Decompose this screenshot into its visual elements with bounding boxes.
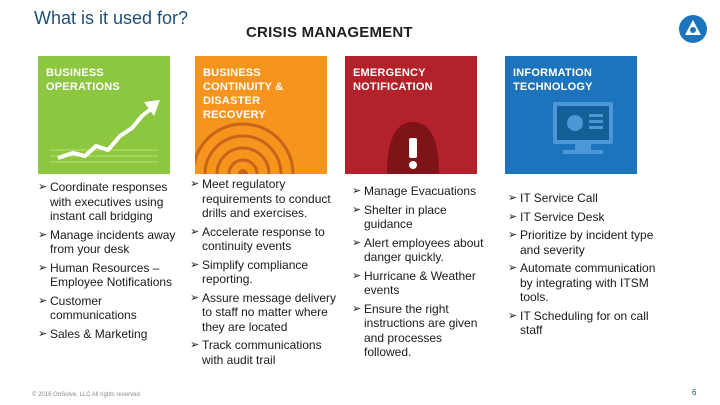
copyright-footer: © 2016 OnSolve, LLC All rights reserved (32, 392, 140, 398)
list-item: ➢ Prioritize by incident type and severity (508, 228, 654, 257)
tile-information-technology (505, 56, 637, 174)
tile-emergency-notification (345, 56, 477, 174)
list-item: ➢ Customer communications (38, 293, 137, 322)
arrow-bullet-icon: ➢ (352, 236, 362, 249)
arrow-bullet-icon: ➢ (190, 178, 200, 190)
section-title: CRISIS MANAGEMENT (246, 24, 413, 41)
arrow-bullet-icon: ➢ (508, 210, 518, 223)
company-logo-icon (678, 14, 708, 44)
column-business-operations (38, 180, 178, 345)
arrow-bullet-icon: ➢ (190, 291, 200, 304)
list-item: ➢ IT Scheduling for on call staff (508, 308, 649, 337)
arrow-bullet-icon: ➢ (508, 192, 518, 204)
arrow-bullet-icon: ➢ (38, 294, 48, 307)
list-item: ➢ Hurricane & Weather events (352, 268, 476, 297)
list-item: ➢ Assure message delivery to staff no matter where they are located (190, 290, 337, 334)
page-number: 6 (692, 388, 697, 397)
list-item: ➢ IT Service Call (508, 191, 598, 205)
list-item: ➢ Manage Evacuations (352, 184, 477, 198)
list-item: ➢ Manage incidents away from your desk (38, 227, 176, 256)
arrow-bullet-icon: ➢ (508, 229, 518, 241)
alert-icon (345, 56, 477, 174)
list-item: ➢ Human Resources – Employee Notifications (38, 260, 173, 289)
column-emergency-notification (352, 184, 484, 364)
arrow-bullet-icon: ➢ (190, 258, 200, 271)
list-item: ➢ Sales & Marketing (38, 326, 148, 341)
tile-label: INFORMATION TECHNOLOGY (513, 67, 593, 93)
arrow-bullet-icon: ➢ (38, 228, 48, 241)
list-item: ➢ Meet regulatory requirements to conduct drills and exercises. (190, 177, 331, 220)
arrow-bullet-icon: ➢ (352, 203, 362, 216)
arrow-bullet-icon: ➢ (38, 181, 48, 193)
arrow-bullet-icon: ➢ (190, 339, 200, 351)
list-item: ➢ Ensure the right instructions are given and processes followed. (352, 301, 478, 359)
page-title: What is it used for? (34, 8, 189, 28)
column-business-continuity (190, 177, 338, 371)
list-item: ➢ Automate communication by integrating with ITSM tools. (508, 261, 656, 304)
arrow-bullet-icon: ➢ (508, 262, 518, 274)
arrow-bullet-icon: ➢ (352, 269, 362, 282)
list-item: ➢ Accelerate response to continuity events (190, 224, 325, 253)
arrow-bullet-icon: ➢ (38, 327, 48, 340)
tile-label: EMERGENCY NOTIFICATION (353, 67, 433, 93)
computer-icon (505, 56, 637, 174)
list-item: ➢ Simplify compliance reporting. (190, 257, 309, 286)
tile-label: BUSINESS CONTINUITY & DISASTER RECOVERY (203, 67, 284, 121)
tile-business-continuity (195, 56, 327, 174)
list-item: ➢ Alert employees about danger quickly. (352, 235, 484, 264)
arrow-bullet-icon: ➢ (190, 225, 200, 238)
tile-business-operations (38, 56, 170, 174)
column-information-technology (508, 191, 658, 342)
arrow-bullet-icon: ➢ (352, 302, 362, 315)
list-item: ➢ Shelter in place guidance (352, 202, 447, 231)
list-item: ➢ Coordinate responses with executives using instant call bridging (38, 180, 168, 223)
arrow-bullet-icon: ➢ (352, 185, 362, 197)
tile-label: BUSINESS OPERATIONS (46, 67, 120, 93)
growth-chart-icon (38, 56, 170, 174)
target-icon (195, 56, 327, 174)
list-item: ➢ IT Service Desk (508, 209, 605, 224)
arrow-bullet-icon: ➢ (38, 261, 48, 274)
arrow-bullet-icon: ➢ (508, 309, 518, 322)
list-item: ➢ Track communications with audit trail (190, 338, 322, 367)
